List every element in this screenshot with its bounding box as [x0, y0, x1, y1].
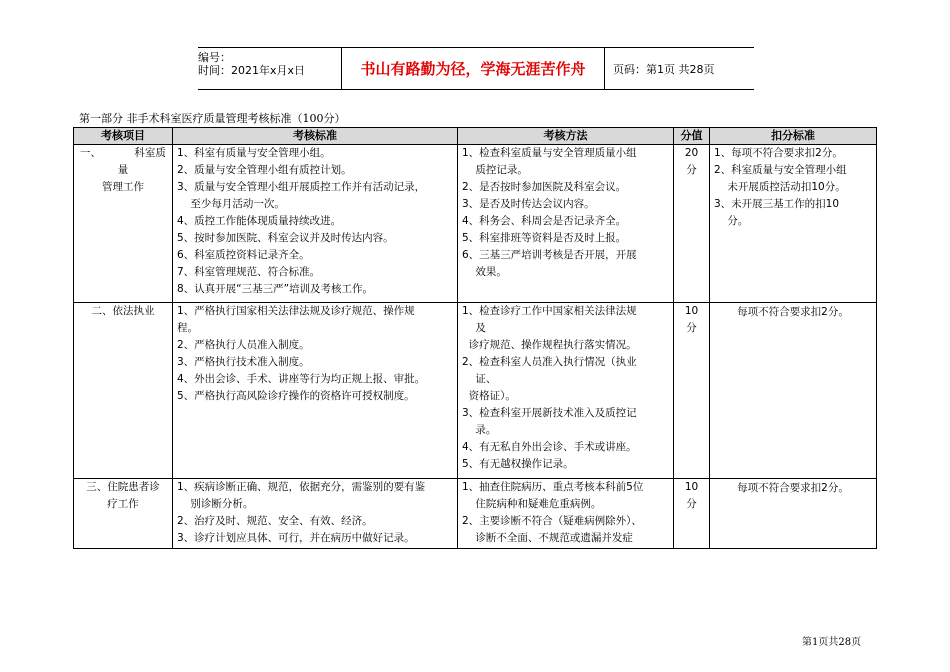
header-left [198, 48, 341, 89]
method-line: 2、主要诊断不符合（疑难病例除外）、 [462, 515, 642, 527]
standard-line: 3、质量与安全管理小组开展质控工作并有活动记录， [177, 181, 426, 193]
standard-line: 程。 [177, 322, 198, 334]
item-cell [74, 303, 173, 479]
item-line: 三、住院患者诊 [86, 481, 160, 493]
score-line: 分 [686, 498, 697, 510]
table-header-row [74, 128, 877, 145]
table-row [74, 303, 877, 479]
item-line: 一、 科室质 [80, 147, 166, 159]
score-cell [674, 145, 710, 303]
method-line: 3、是否及时传达会议内容。 [462, 198, 595, 210]
header-standard: 考核标准 [173, 128, 458, 145]
standard-line: 别诊断分析。 [177, 498, 254, 510]
method-line: 3、检查科室开展新技术准入及质控记 [462, 407, 637, 419]
item-line: 量 [117, 164, 129, 176]
method-line: 诊疗规范、操作规程执行落实情况。 [462, 339, 637, 351]
method-cell [458, 479, 674, 549]
standard-cell [173, 479, 458, 549]
page-footer: 第1页共28页 [802, 637, 862, 648]
method-line: 效果。 [462, 266, 507, 278]
section-title: 第一部分 非手术科室医疗质量管理考核标准（100分） [79, 112, 346, 125]
score-line: 分 [686, 322, 697, 334]
header-item: 考核项目 [74, 128, 173, 145]
method-line: 2、检查科室人员准入执行情况（执业 [462, 356, 637, 368]
standard-line: 8、认真开展“三基三严”培训及考核工作。 [177, 283, 374, 295]
standard-line: 1、严格执行国家相关法律法规及诊疗规范、操作规 [177, 305, 415, 317]
method-line: 4、科务会、科周会是否记录齐全。 [462, 215, 627, 227]
method-line: 质控记录。 [462, 164, 528, 176]
standard-cell [173, 303, 458, 479]
score-line: 10 [684, 481, 699, 493]
method-cell [458, 145, 674, 303]
method-line: 录。 [462, 424, 497, 436]
time-label: 时间：2021年x月x日 [198, 64, 306, 77]
header-score: 分值 [674, 128, 710, 145]
motto: 书山有路勤为径，学海无涯苦作舟 [341, 48, 605, 89]
standard-line: 6、科室质控资料记录齐全。 [177, 249, 310, 261]
assessment-table [73, 127, 877, 549]
deduction-line: 每项不符合要求扣2分。 [737, 306, 849, 318]
method-line: 6、三基三严培训考核是否开展，开展 [462, 249, 637, 261]
method-line: 1、检查科室质量与安全管理质量小组 [462, 147, 637, 159]
method-line: 2、是否按时参加医院及科室会议。 [462, 181, 627, 193]
standard-line: 2、治疗及时、规范、安全、有效、经济。 [177, 515, 373, 527]
score-line: 20 [684, 147, 699, 159]
item-line: 二、依法执业 [91, 305, 155, 317]
page-header [198, 47, 754, 90]
method-line: 诊断不全面、不规范或遗漏并发症 [462, 532, 633, 544]
method-line: 资格证）。 [462, 390, 516, 402]
item-line: 管理工作 [102, 181, 144, 193]
standard-line: 3、严格执行技术准入制度。 [177, 356, 310, 368]
deduction-line: 分。 [714, 215, 749, 227]
page-code: 页码：第1页 共28页 [613, 62, 715, 76]
table-row [74, 145, 877, 303]
method-line: 及 [462, 322, 486, 334]
method-line: 证、 [462, 373, 497, 385]
method-line: 5、科室排班等资料是否及时上报。 [462, 232, 627, 244]
score-cell [674, 479, 710, 549]
standard-line: 至少每月活动一次。 [177, 198, 285, 210]
standard-line: 1、科室有质量与安全管理小组。 [177, 147, 331, 159]
header-method: 考核方法 [458, 128, 674, 145]
method-line: 5、有无越权操作记录。 [462, 458, 574, 470]
score-cell [674, 303, 710, 479]
deduction-cell [710, 303, 877, 479]
deduction-cell [710, 145, 877, 303]
number-label: 编号： [198, 51, 231, 64]
item-line: 疗工作 [107, 498, 139, 510]
method-line: 住院病种和疑难危重病例。 [462, 498, 602, 510]
item-cell [74, 479, 173, 549]
method-cell [458, 303, 674, 479]
standard-cell [173, 145, 458, 303]
table-body [74, 145, 877, 549]
deduction-line: 2、科室质量与安全管理小组 [714, 164, 847, 176]
method-line: 1、抽查住院病历、重点考核本科前5位 [462, 481, 644, 493]
deduction-line: 1、每项不符合要求扣2分。 [714, 147, 843, 159]
standard-line: 5、严格执行高风险诊疗操作的资格许可授权制度。 [177, 390, 415, 402]
header-deduction: 扣分标准 [710, 128, 877, 145]
standard-line: 7、科室管理规范、符合标准。 [177, 266, 321, 278]
method-line: 1、检查诊疗工作中国家相关法律法规 [462, 305, 637, 317]
standard-line: 2、质量与安全管理小组有质控计划。 [177, 164, 352, 176]
deduction-cell [710, 479, 877, 549]
table-row [74, 479, 877, 549]
standard-line: 4、质控工作能体现质量持续改进。 [177, 215, 342, 227]
score-line: 分 [686, 164, 697, 176]
item-cell [74, 145, 173, 303]
standard-line: 2、严格执行人员准入制度。 [177, 339, 310, 351]
deduction-line: 3、未开展三基工作的扣10 [714, 198, 840, 210]
standard-line: 5、按时参加医院、科室会议并及时传达内容。 [177, 232, 394, 244]
deduction-line: 未开展质控活动扣10分。 [714, 181, 846, 193]
standard-line: 3、诊疗计划应具体、可行，并在病历中做好记录。 [177, 532, 415, 544]
standard-line: 4、外出会诊、手术、讲座等行为均正规上报、审批。 [177, 373, 426, 385]
deduction-line: 每项不符合要求扣2分。 [737, 482, 849, 494]
score-line: 10 [684, 305, 699, 317]
method-line: 4、有无私自外出会诊、手术或讲座。 [462, 441, 637, 453]
standard-line: 1、疾病诊断正确、规范，依据充分，需鉴别的要有鉴 [177, 481, 426, 493]
